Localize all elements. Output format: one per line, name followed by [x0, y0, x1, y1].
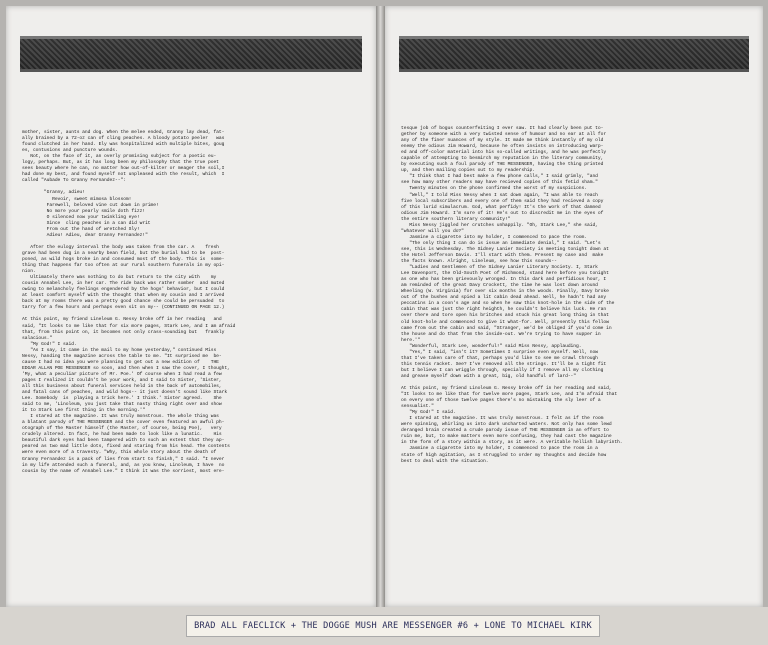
- page-gutter: [376, 6, 385, 607]
- text-line: this tennis racket. See? I've removed all the strings. It'll be a tight fit: [401, 361, 607, 367]
- text-line: a blatant parody of THE MESSENGER and the cover even featured an awful ph-: [22, 420, 225, 426]
- text-line: in the form of a story within a story, as it were. A veritable hellish labyrinth.: [401, 440, 623, 446]
- text-line: said to me, 'Linoleum, you just take that nasty thing right over and show: [22, 402, 222, 408]
- text-line: pages I realized it couldn't be your work, and I said to Sister, 'Sister,: [22, 377, 222, 383]
- text-line: At this point, my friend Linoleum G. Nessy broke off in her reading and said,: [401, 386, 612, 392]
- text-line: peared as two mad little dots, fixed and staring from his head. The contents: [22, 444, 230, 450]
- text-line: the facts known. Alright, Lineleum, see how this sounds--: [401, 259, 557, 265]
- text-line: At this point, my friend Lineleum G. Nessy broke off in her reading and: [22, 317, 222, 323]
- text-line: Not, on the face of it, an overly promising subject for a poetic eu-: [22, 154, 217, 160]
- text-line: best to deal with the situation.: [401, 458, 489, 464]
- handwritten-caption: BRAD ALL FAECLICK + THE DOGGE MUSH ARE MESSENGER #6 + LONE TO MICHAEL KIRK: [186, 615, 600, 637]
- text-line: From out the hand of wretched Sly!: [22, 226, 140, 232]
- text-line: up, and then mailing copies out to my readership.: [401, 168, 536, 174]
- text-line: out of the bushes and spied a lit cabin dead ahead. Well, he hadn't had any: [401, 295, 607, 301]
- text-line: of this lurid simulacrum. God, what perfidy! It's the work of that damned: [401, 204, 601, 210]
- text-line: es, contusions and puncture wounds.: [22, 148, 118, 154]
- text-line: "Well," I told Miss Nessy when I sat down again, "I was able to reach: [401, 192, 598, 198]
- text-line: see how many other readers may have recieved copies of this fetid sham.": [401, 180, 598, 186]
- text-line: the house and do that from the inside-out. We're trying to have supper in: [401, 331, 601, 337]
- text-line: "Wonderful, Stark Lee, wonderful!" said Miss Nessy, applauding.: [401, 343, 582, 349]
- text-line: cousin by the name of Annabel Lee." I think it was the sorriest, most ere-: [22, 468, 225, 474]
- text-line: over there and tore open his britches and stuck his great long thing in that: [401, 313, 609, 319]
- text-line: the Hotel Jefferson Davis. I'll start with them. Present my case and make: [401, 252, 604, 258]
- text-line: Jasmine a cigarette into my holder, I commenced to pace the room.: [401, 234, 587, 240]
- text-line: logy, perhaps. But, as it has long been my philosophy that the true poet: [22, 160, 219, 166]
- text-line: Ultimately there was nothing to do but return to the city with my: [22, 275, 217, 281]
- text-line: beautiful dark eyes had been tampered with to such an extent that they ap-: [22, 438, 225, 444]
- text-line: Farewell, beloved vine cut down in prime!: [22, 202, 159, 208]
- text-line: "Ladies and Gentlemen of the Sidney Lanier Literary Society. I, Stark: [401, 265, 598, 271]
- text-line: "My God!" I said.: [401, 410, 456, 416]
- text-line: called "Aubade To Granny Fernandez--":: [22, 178, 126, 184]
- text-line: Lee Davenport, the Old-South Poet of Richmond, stand here before you tonight: [401, 271, 609, 277]
- text-line: enemy the odious Jim Howard, because he often insists on introducing warp-: [401, 144, 604, 150]
- text-line: cousin Annabel Lee, in her car. The ride back was rather somber and muted: [22, 281, 225, 287]
- text-line: cause I had no idea you were planning to get out a new edition of THE: [22, 359, 219, 365]
- text-line: by executing such a foul parody of THE MESSENGER, having the thing printed: [401, 162, 604, 168]
- text-line: back at my rooms there was a pretty good chance she could be persuaded to: [22, 299, 225, 305]
- text-line: Since cling peaches in a can did writ: [22, 220, 151, 226]
- text-line: Jasmine a cigarette into my holder, I commenced to pace the room in a: [401, 446, 598, 452]
- text-line: ruin me, but, to make matters even more confusing, they had cast the magazine: [401, 434, 612, 440]
- text-line: ed and off-color material into his so-called writings, and he was perfectly: [401, 150, 607, 156]
- text-line: but I believe I can wriggle through, specially if I remove all my clothing: [401, 367, 604, 373]
- text-line: tarry for a few hours and perhaps even sit on my-- (CONTINUED ON PAGE 12.): [22, 305, 225, 311]
- text-line: Lee. Somebody is playing a trick here.' I think.' Sister agreed. She: [22, 396, 222, 402]
- text-line: Wheeling (W. Virginia) for over six months in the woods. Finally, Davy broke: [401, 289, 609, 295]
- text-line: capable of attempting to besmirch my reputation in the literary community,: [401, 156, 604, 162]
- text-line: it to Stark Lee first thing in the morning.'": [22, 408, 146, 414]
- text-line: gether by someone with a very twisted sense of humour and no ear at all for: [401, 132, 607, 138]
- text-line: Nessy, handing the magazine across the table to me. "It surprised me be-: [22, 353, 222, 359]
- text-line: "As I say, it came in the mail to my home yesterday," continued Miss: [22, 347, 217, 353]
- text-line: 'My, what a peculiar picture of Mr. Poe.' Of course when I had read a few: [22, 371, 222, 377]
- text-line: salacious.": [22, 335, 53, 341]
- text-line: "whatever will you do?": [401, 228, 464, 234]
- text-line: all this business about funeral services held in the back of automobiles,: [22, 383, 222, 389]
- text-line: that I've taken care of that, perhaps you'd like to see me crawl through: [401, 355, 598, 361]
- text-line: see, this is Wednesday. The Sidney Lanier Society is meeting tonight down at: [401, 246, 609, 252]
- text-line: Twenty minutes on the phone confirmed the worst of my suspicions.: [401, 186, 587, 192]
- text-line: I stared at the magazine. It was truly monstrous. I felt as if the room: [401, 416, 604, 422]
- right-page: [385, 6, 763, 607]
- right-page-text: [401, 126, 749, 465]
- text-line: peccatins in a coon's age and so when he saw this knot-hole in the side of the: [401, 301, 615, 307]
- text-line: I stared at the magazine. It was truly monstrous. The whole thing was: [22, 414, 219, 420]
- text-line: Adieu! Adieu, dear Granny Fernandez!": [22, 232, 148, 238]
- text-line: mother, sister, aunts and dog. When the melee ended, Granny lay dead, fat-: [22, 130, 225, 135]
- text-line: "It looks to me like that for twelve more pages, Stark Lee, and I'm afraid that: [401, 392, 618, 398]
- header-bar: [399, 36, 749, 72]
- text-line: otograph of The Master himself (the Master, of course, being Poe), very: [22, 426, 222, 432]
- text-line: in my life attended such a funeral, and, as you know, Linoleum, I have no: [22, 462, 225, 468]
- text-line: state of high agitation, as I struggled to order my thoughts and decide how: [401, 452, 607, 458]
- text-line: No more your pearly smile doth fizz!: [22, 208, 146, 214]
- text-line: crudely altered. In fact, he had been made to look like a lunatic. His: [22, 432, 222, 438]
- text-line: here.'": [401, 337, 421, 343]
- text-line: sensualist.": [401, 404, 434, 410]
- text-line: am reminded of the great Davy Crockett, the time he was lost down around: [401, 283, 598, 289]
- text-line: After the eulogy interval the body was taken from the car. A fresh: [22, 244, 219, 250]
- text-line: sees beauty where he can, no matter how out-of-kilter or meager the soil,I: [22, 166, 225, 172]
- text-line: "The only thing I can do is issue an immediate denial," I said. "Let's: [401, 240, 601, 246]
- text-line: thing that happens far too often at our rural southern funerals in my opi-: [22, 263, 225, 269]
- text-line: O silenced now your twinkling eye!: [22, 214, 140, 220]
- text-line: cabin that was just the right heighth, he couldn't believe his luck. He ran: [401, 307, 607, 313]
- text-line: ally brained by a 72-oz can of cling peaches. A bloody potato peeler was: [22, 136, 225, 142]
- text-line: had done my best, and found myself not unpleased with the result, which I: [22, 172, 225, 178]
- text-line: the entire southern literary community!": [401, 216, 511, 222]
- text-line: "Yes," I said, "isn't it? Sometimes I surprise even myself. Well, now: [401, 349, 598, 355]
- text-line: any of the finer nuances of my style. It made me think instantly of my old: [401, 138, 604, 144]
- text-line: nion.: [22, 269, 36, 275]
- text-line: were even more of a travesty. "Why, this whole story about the death of: [22, 450, 217, 456]
- text-line: and grease myself down with a great, big, old handful of lard--": [401, 373, 577, 379]
- text-line: at least comfort myself with the thought that when my cousin and I arrived: [22, 293, 225, 299]
- left-page: [6, 6, 376, 607]
- text-line: "Granny, adieu!: [22, 190, 85, 196]
- text-line: as one who has been grievously wronged. In this dark and perfidious hour, I: [401, 277, 607, 283]
- text-line: found clutched in her hand. Ely was hospitalized with multiple bites, goug: [22, 142, 225, 148]
- text-line: owing to melancholy feelings engendered by the hogs' behavior, but I could: [22, 287, 225, 293]
- text-line: Granny Fernandez is a pack of lies from start to finish," I said. "I never: [22, 456, 225, 462]
- header-bar: [20, 36, 362, 72]
- text-line: were spinning, whirling us into dark uncharted waters. Not only has some lewd: [401, 422, 612, 428]
- text-line: old knot-hole and commenced to give it what-for. Well, presently this fellow: [401, 319, 609, 325]
- text-line: five local subscribers and every one of them said they had recieved a copy: [401, 198, 604, 204]
- text-line: deranged brain created a crude parody issue of THE MESSENGER in an effort to: [401, 428, 609, 434]
- text-line: "My God!" I said.: [22, 341, 77, 347]
- text-line: Miss Nessy jiggled her crutches unhappily. "Oh, Stark Lee," she said,: [401, 222, 598, 228]
- text-line: grave had been dug in a nearby bean field, but the burial had to be post-: [22, 250, 225, 256]
- text-line: poned, as wild hogs broke in and consumed most of the body. This is some-: [22, 256, 225, 262]
- left-page-text: [22, 130, 362, 475]
- text-line: "I think that I had best make a few phone calls," I said grimly, "and: [401, 174, 598, 180]
- text-line: tesque job of bogus counterfeiting I ever saw. It had clearly been put to-: [401, 126, 604, 131]
- text-line: on every one of those twelve pages there's no mistaking the sly leer of a: [401, 398, 601, 404]
- text-line: said, "It looks to me like that for six more pages, Stark Lee, and I am afraid: [22, 323, 236, 329]
- text-line: EDGAR ALLAN POE MESSENGER so soon, and then when I saw the cover, I thought,: [22, 365, 230, 371]
- text-line: odious Jim Howard. I'm sure of it! He's out to discredit me in the eyes of: [401, 210, 604, 216]
- text-line: and fatal cans of peaches, and wild hogs-- it just doesn't sound like Stark: [22, 390, 228, 396]
- text-line: came from out the cabin and said, "Stranger, we'd be obliged if you'd come in: [401, 325, 612, 331]
- text-line: that, from this point on, it becomes not only crass-sounding but frankly: [22, 329, 225, 335]
- text-line: Revoir, sweet mimosa blossom!: [22, 196, 132, 202]
